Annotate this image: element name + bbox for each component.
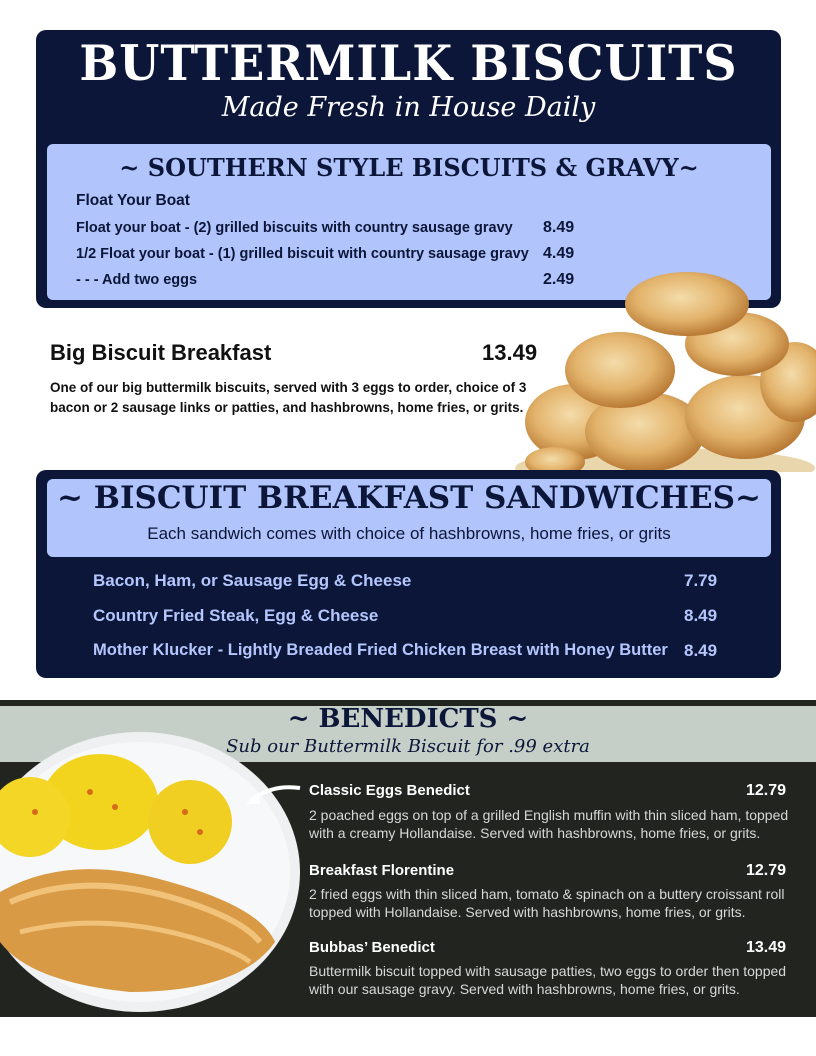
eggs-benedict-photo [0,722,300,1012]
benedict-item-price: 12.79 [746,782,787,799]
benedicts-heading: ~ BENEDICTS ~ [287,704,529,734]
gravy-item-price: 2.49 [543,271,575,288]
sandwiches-subheading: Each sandwich comes with choice of hashbrowns, home fries, or grits [147,524,671,543]
gravy-item-name: - - - Add two eggs [76,272,198,288]
big-biscuit-name: Big Biscuit Breakfast [50,340,272,365]
page-subtitle: Made Fresh in House Daily [221,92,596,123]
sandwich-item-name: Country Fried Steak, Egg & Cheese [93,606,379,625]
gravy-item-name: 1/2 Float your boat - (1) grilled biscuit with country sausage gravy [76,246,529,262]
benedict-item-price: 12.79 [746,862,787,879]
benedict-item-name: Classic Eggs Benedict [309,782,470,799]
benedict-item-price: 13.49 [746,939,787,956]
benedict-item-description: 2 fried eggs with thin sliced ham, tomato & spinach on a buttery croissant roll topped with Hollandaise. Served with hashbrowns, home fries, or grits. [309,886,785,920]
arrow-icon [242,782,304,808]
gravy-group-title: Float Your Boat [76,192,190,209]
sandwich-item-price: 7.79 [684,571,718,590]
benedict-item-description: Buttermilk biscuit topped with sausage patties, two eggs to order then topped with our sausage gravy. Served with hashbrowns, home fries, or grits. [309,963,787,997]
sandwich-item-price: 8.49 [684,641,718,660]
gravy-item-name: Float your boat - (2) grilled biscuits with country sausage gravy [76,220,513,236]
benedict-item-name: Breakfast Florentine [309,862,455,879]
big-biscuit-description: One of our big buttermilk biscuits, served with 3 eggs to order, choice of 3 bacon or 2 sausage links or patties, and hashbrowns, home fries, or grits. [50,380,527,415]
sandwich-item-name: Bacon, Ham, or Sausage Egg & Cheese [93,571,412,590]
gravy-item-price: 8.49 [543,219,575,236]
benedicts-subheading: Sub our Buttermilk Biscuit for .99 extra [226,736,590,757]
gravy-section-heading: ~ SOUTHERN STYLE BISCUITS & GRAVY~ [119,153,699,182]
biscuits-photo [515,272,816,472]
page-title: BUTTERMILK BISCUITS [79,34,738,92]
benedict-item-description: 2 poached eggs on top of a grilled English muffin with thin sliced ham, topped with a creamy Hollandaise. Served with hashbrowns, home fries, or grits. [309,807,789,841]
sandwich-item-name: Mother Klucker - Lightly Breaded Fried Chicken Breast with Honey Butter [93,641,668,659]
sandwiches-heading: ~ BISCUIT BREAKFAST SANDWICHES~ [57,480,761,516]
sandwich-item-price: 8.49 [684,606,718,625]
gravy-item-price: 4.49 [543,245,575,262]
benedict-item-name: Bubbas’ Benedict [309,939,435,956]
big-biscuit-price: 13.49 [482,340,538,365]
